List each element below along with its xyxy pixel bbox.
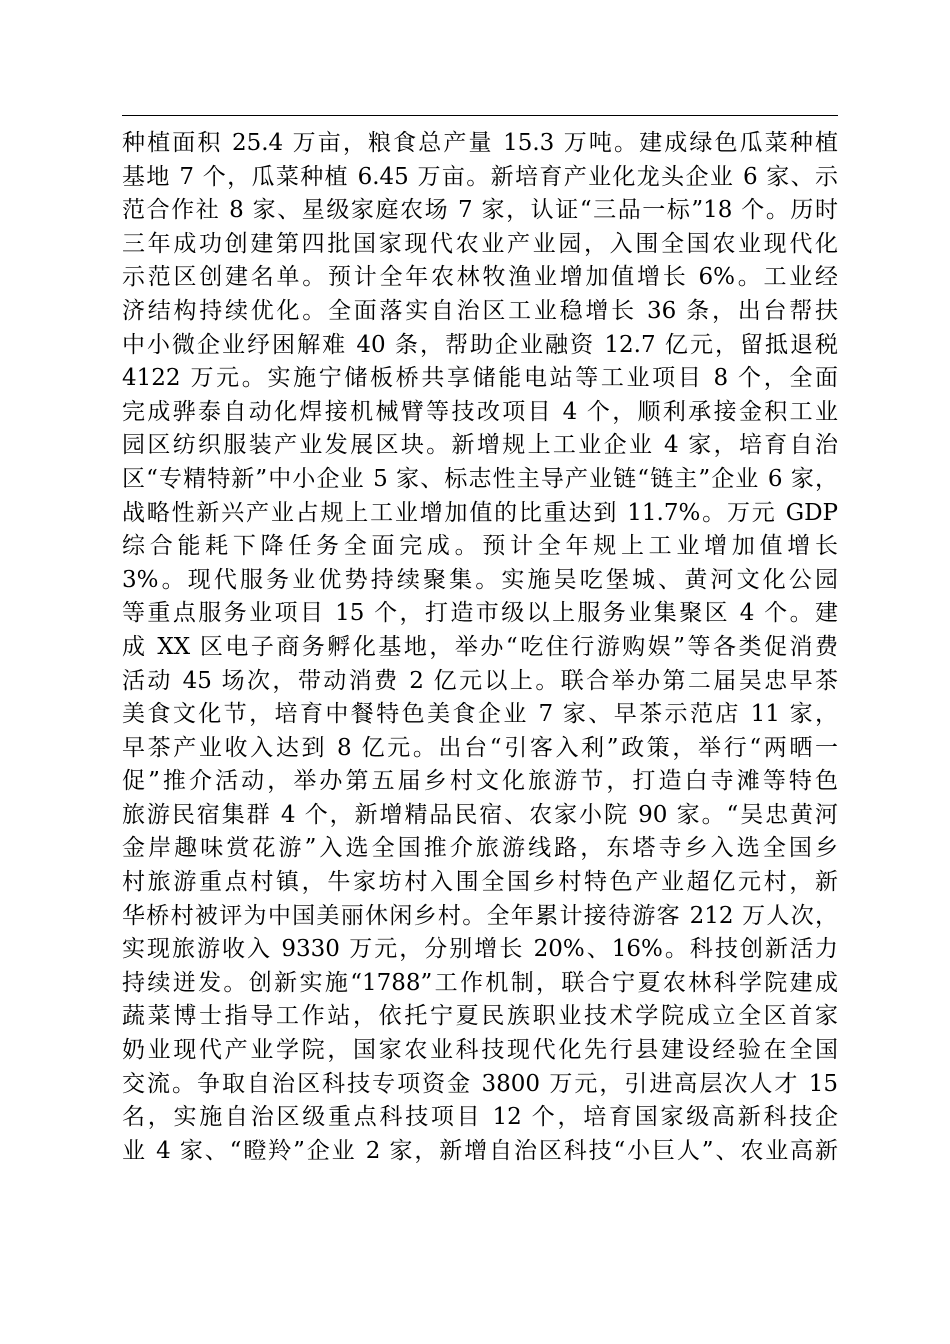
text-line-12: 战略性新兴产业占规上工业增加值的比重达到 11.7%。万元 GDP (122, 499, 838, 526)
text-line-5: 示范区创建名单。预计全年农林牧渔业增加值增长 6%。工业经 (122, 264, 838, 291)
text-line-26: 持续迸发。创新实施“1788”工作机制，联合宁夏农林科学院建成 (122, 969, 838, 996)
body-text (122, 127, 838, 1168)
text-line-20: 促”推介活动，举办第五届乡村文化旅游节，打造白寺滩等特色 (122, 768, 838, 795)
text-line-11: 区“专精特新”中小企业 5 家、标志性主导产业链“链主”企业 6 家， (122, 465, 838, 492)
text-line-16: 成 XX 区电子商务孵化基地，举办“吃住行游购娱”等各类促消费 (122, 633, 838, 660)
text-line-3: 范合作社 8 家、星级家庭农场 7 家，认证“三品一标”18 个。历时 (122, 197, 838, 224)
text-line-19: 早茶产业收入达到 8 亿元。出台“引客入利”政策，举行“两晒一 (122, 734, 838, 761)
text-line-4: 三年成功创建第四批国家现代农业产业园，入围全国农业现代化 (122, 230, 838, 257)
text-line-1: 种植面积 25.4 万亩，粮食总产量 15.3 万吨。建成绿色瓜菜种植 (122, 130, 838, 156)
text-line-7: 中小微企业纾困解难 40 条，帮助企业融资 12.7 亿元，留抵退税 (122, 331, 838, 358)
text-line-23: 村旅游重点村镇，牛家坊村入围全国乡村特色产业超亿元村，新 (122, 869, 838, 896)
text-line-17: 活动 45 场次，带动消费 2 亿元以上。联合举办第二届吴忠早茶 (122, 667, 838, 694)
text-line-22: 金岸趣味赏花游”入选全国推介旅游线路，东塔寺乡入选全国乡 (122, 835, 838, 862)
text-line-31: 业 4 家、“瞪羚”企业 2 家，新增自治区科技“小巨人”、农业高新 (122, 1137, 838, 1164)
text-line-25: 实现旅游收入 9330 万元，分别增长 20%、16%。科技创新活力 (122, 936, 838, 963)
text-line-10: 园区纺织服装产业发展区块。新增规上工业企业 4 家，培育自治 (122, 432, 838, 459)
text-line-21: 旅游民宿集群 4 个，新增精品民宿、农家小院 90 家。“吴忠黄河 (122, 801, 838, 828)
text-line-2: 基地 7 个，瓜菜种植 6.45 万亩。新培育产业化龙头企业 6 家、示 (122, 163, 838, 190)
text-line-18: 美食文化节，培育中餐特色美食企业 7 家、早茶示范店 11 家， (122, 701, 838, 728)
text-line-6: 济结构持续优化。全面落实自治区工业稳增长 36 条，出台帮扶 (122, 297, 838, 324)
text-line-8: 4122 万元。实施宁储板桥共享储能电站等工业项目 8 个，全面 (122, 365, 838, 392)
text-line-28: 奶业现代产业学院，国家农业科技现代化先行县建设经验在全国 (122, 1037, 838, 1064)
text-line-30: 名，实施自治区级重点科技项目 12 个，培育国家级高新科技企 (122, 1104, 838, 1131)
text-line-9: 完成骅泰自动化焊接机械臂等技改项目 4 个，顺利承接金积工业 (122, 398, 838, 425)
header-rule (122, 115, 838, 116)
text-line-14: 3%。现代服务业优势持续聚集。实施吴吃堡城、黄河文化公园 (122, 566, 838, 593)
text-line-24: 华桥村被评为中国美丽休闲乡村。全年累计接待游客 212 万人次， (122, 902, 838, 929)
text-line-29: 交流。争取自治区科技专项资金 3800 万元，引进高层次人才 15 (122, 1070, 838, 1097)
text-line-27: 蔬菜博士指导工作站，依托宁夏民族职业技术学院成立全区首家 (122, 1003, 838, 1030)
text-line-15: 等重点服务业项目 15 个，打造市级以上服务业集聚区 4 个。建 (122, 600, 838, 627)
text-line-13: 综合能耗下降任务全面完成。预计全年规上工业增加值增长 (122, 533, 838, 560)
